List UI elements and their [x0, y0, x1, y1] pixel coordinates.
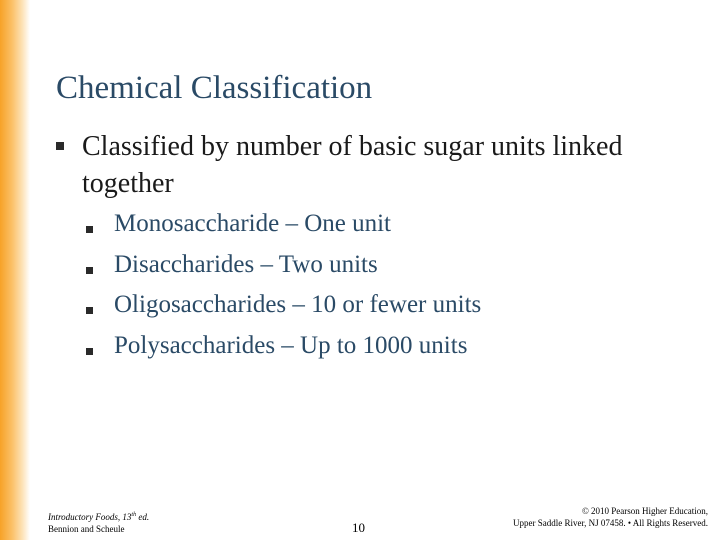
slide-title: Chemical Classification [56, 70, 373, 106]
sub-bullet-text: Monosaccharide – One unit [114, 210, 392, 237]
accent-side-bar [0, 0, 30, 540]
sub-bullet-text: Disaccharides – Two units [114, 250, 378, 278]
footer-copyright [513, 505, 708, 529]
bullet-square-icon [86, 226, 93, 233]
footer-edition-suffix: ed. [136, 512, 150, 522]
footer-book-info [48, 509, 149, 535]
sub-bullet-text: Polysaccharides – Up to 1000 units [114, 331, 468, 359]
copyright-line-2: Upper Saddle River, NJ 07458. • All Rights Reserved. [512, 518, 708, 528]
bullet-square-icon [86, 267, 93, 274]
footer-authors: Bennion and Scheule [48, 524, 125, 534]
copyright-line-1: © 2010 Pearson Higher Education, [581, 506, 708, 516]
footer-book-title: Introductory Foods, 13 [48, 512, 132, 522]
page-number: 10 [352, 520, 365, 535]
main-bullet-text: Classified by number of basic sugar units linked together [82, 131, 623, 199]
bullet-square-icon [86, 348, 93, 355]
main-bullet-square-icon [56, 142, 64, 150]
bullet-square-icon [86, 307, 93, 314]
sub-bullet-text: Oligosaccharides – 10 or fewer units [114, 291, 482, 318]
footer-edition-sup: th [131, 512, 137, 518]
footer-book-line [48, 509, 149, 523]
